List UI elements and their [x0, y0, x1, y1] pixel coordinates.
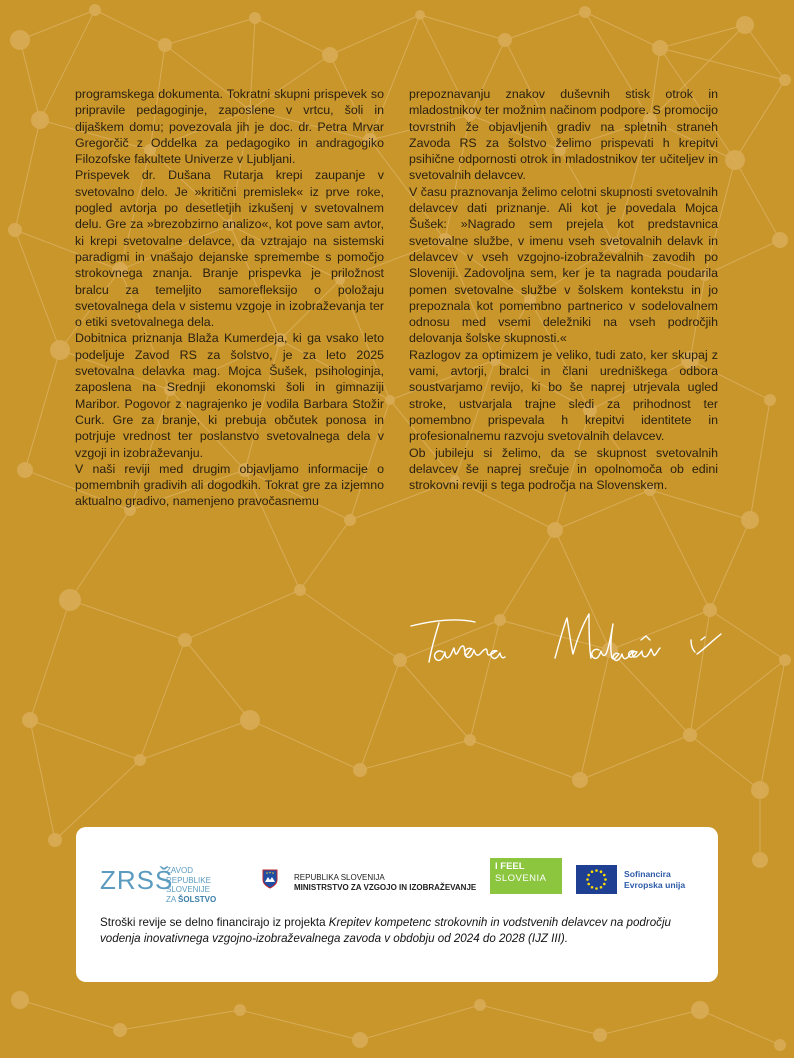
- signature: [405, 604, 725, 674]
- slovenia-crest-icon: [262, 869, 278, 889]
- network-node: [59, 589, 81, 611]
- eu-star-icon: [586, 878, 589, 881]
- network-line: [690, 735, 760, 790]
- network-node: [779, 654, 791, 666]
- network-node: [752, 852, 768, 868]
- text-column-right: [409, 86, 718, 493]
- network-node: [774, 1039, 786, 1051]
- network-line: [30, 720, 140, 760]
- network-line: [300, 590, 400, 660]
- network-node: [113, 1023, 127, 1037]
- network-line: [650, 490, 750, 520]
- right-paragraph: prepoznavanju znakov duševnih stisk otrok in mladostnikov ter možnim načinom podpore. S promocijo tovrstnih že objavljenih gradiv na spletnih straneh Zavoda RS za šolstvo želimo prispevati h krepitvi psihične odpornosti otrok in mladostnikov ter učiteljev in svetovalnih delavcev.: [409, 87, 718, 183]
- network-line: [660, 25, 745, 48]
- network-node: [322, 47, 338, 63]
- network-node: [579, 6, 591, 18]
- zrss-logo-mark: ZRSŠ: [100, 865, 174, 895]
- network-line: [25, 350, 60, 470]
- network-node: [10, 30, 30, 50]
- eu-star-icon: [591, 870, 594, 873]
- zrss-line3-prefix: ZA: [166, 894, 176, 904]
- network-node: [22, 712, 38, 728]
- network-line: [760, 660, 785, 790]
- network-node: [764, 394, 776, 406]
- funding-footer: [76, 827, 718, 982]
- network-line: [650, 490, 710, 610]
- zrss-logo-text: [166, 866, 250, 904]
- network-node: [593, 1028, 607, 1042]
- network-line: [360, 1005, 480, 1040]
- network-line: [300, 520, 350, 590]
- network-line: [30, 600, 70, 720]
- eu-line2: Evropska unija: [624, 880, 686, 890]
- funding-statement-project: Krepitev kompetenc strokovnih in vodstvenih delavcev na področju vodenja inovativnega vzgojno-izobraževalnega zavoda v obdobju od 2024 do 2028 (IJZ III).: [100, 916, 671, 945]
- eu-star-icon: [595, 869, 598, 872]
- zrss-line1: ZAVOD: [166, 866, 193, 875]
- network-node: [385, 395, 395, 405]
- ministry-logo-text: [294, 873, 476, 893]
- network-node: [683, 728, 697, 742]
- network-node: [17, 462, 33, 478]
- right-paragraph: Ob jubileju si želimo, da se skupnost svetovalnih delavcev še naprej srečuje in opolnomoča ob edini strokovni reviji s tega področja na Slovenskem.: [409, 445, 718, 493]
- network-node: [158, 38, 172, 52]
- network-node: [751, 781, 769, 799]
- network-line: [580, 735, 690, 780]
- text-column-left: [75, 86, 384, 510]
- network-node: [240, 710, 260, 730]
- network-line: [20, 1000, 120, 1030]
- network-line: [735, 80, 785, 160]
- eu-star-icon: [604, 878, 607, 881]
- network-line: [420, 15, 505, 40]
- eu-star-icon: [600, 886, 603, 889]
- network-line: [250, 720, 360, 770]
- network-line: [710, 520, 750, 610]
- network-line: [185, 640, 250, 720]
- network-line: [165, 18, 255, 45]
- i-feel-slovenia-logo: [490, 858, 562, 894]
- zrss-line2: REPUBLIKE SLOVENIJE: [166, 875, 211, 894]
- network-node: [352, 1032, 368, 1048]
- eu-flag-icon: [576, 865, 617, 894]
- network-node: [736, 16, 754, 34]
- network-line: [140, 720, 250, 760]
- network-line: [20, 10, 95, 40]
- network-line: [735, 160, 780, 240]
- left-paragraph: V naši reviji med drugim objavljamo informacije o pomembnih gradivih ali dogodkih. Tokrat gre za izjemno aktualno gradivo, namenjeno pravočasnemu: [75, 461, 384, 509]
- network-line: [30, 720, 55, 840]
- network-node: [691, 1001, 709, 1019]
- eu-star-icon: [587, 874, 590, 877]
- network-line: [255, 18, 330, 55]
- network-line: [555, 490, 650, 530]
- network-line: [95, 10, 165, 45]
- funding-statement-plain: Stroški revije se delno financirajo iz projekta: [100, 916, 329, 929]
- network-line: [20, 40, 40, 120]
- eu-star-icon: [591, 886, 594, 889]
- network-line: [750, 400, 770, 520]
- network-line: [360, 660, 400, 770]
- network-node: [741, 511, 759, 529]
- feel-line1: I FEEL: [495, 861, 525, 872]
- network-line: [70, 600, 185, 640]
- ministry-logo: [262, 867, 492, 903]
- right-paragraph: V času praznovanja želimo celotni skupnosti svetovalnih delavcev dati priznanje. Ali kot je povedala Mojca Šušek: »Nagrado sem prejela kot predstavnica svetovalne službe, v imenu vseh svetovalnih delavk in delavcev v vseh vzgojno-izobraževalnih zavodih po Sloveniji. Zadovoljna sem, ker je ta nagrada poudarila pomen svetovalne službe v šolskem kontekstu in jo prepoznala kot pomembno partnerico v sodelovalnem odnosu med vsemi deležniki na vseh področjih delovanja šolske skupnosti.«: [409, 184, 718, 346]
- ministry-line1: REPUBLIKA SLOVENIJA: [294, 873, 385, 882]
- eu-star-icon: [595, 887, 598, 890]
- network-line: [700, 1010, 780, 1045]
- eu-star-icon: [587, 883, 590, 886]
- feel-line2: SLOVENIA: [495, 873, 547, 884]
- network-node: [464, 734, 476, 746]
- network-node: [498, 33, 512, 47]
- network-node: [31, 111, 49, 129]
- network-node: [8, 223, 22, 237]
- eu-star-icon: [603, 874, 606, 877]
- network-node: [353, 763, 367, 777]
- left-paragraph: Dobitnica priznanja Blaža Kumerdeja, ki ga vsako leto podeljuje Zavod RS za šolstvo, je za leto 2025 svetovalna delavka mag. Mojca Šušek, psihologinja, zaposlena na Srednji ekonomski šoli in gimnaziji Maribor. Pogovor z nagrajenko je vodila Barbara Stožir Curk. Gre za branje, ki prebuja občutek ponosa in potrjuje vrednost ter poslanstvo svetovalnega dela v vzgoji in izobraževanju.: [75, 331, 384, 460]
- network-line: [140, 640, 185, 760]
- network-line: [505, 12, 585, 40]
- network-line: [120, 1010, 240, 1030]
- network-node: [474, 999, 486, 1011]
- network-node: [652, 40, 668, 56]
- zrss-logo: [100, 863, 250, 903]
- network-node: [415, 10, 425, 20]
- network-line: [470, 740, 580, 780]
- network-node: [547, 522, 563, 538]
- network-node: [89, 4, 101, 16]
- network-node: [249, 12, 261, 24]
- eu-logo-text: [624, 869, 685, 891]
- network-line: [15, 230, 60, 350]
- network-node: [779, 74, 791, 86]
- network-node: [178, 633, 192, 647]
- zrss-line3-bold: ŠOLSTVO: [178, 894, 217, 904]
- network-node: [572, 772, 588, 788]
- network-node: [134, 754, 146, 766]
- network-node: [294, 584, 306, 596]
- funding-statement: [100, 915, 700, 947]
- right-paragraph: Razlogov za optimizem je veliko, tudi zato, ker skupaj z vami, avtorji, bralci in člani uredniškega odbora soustvarjamo revijo, ki bo še naprej utrjevala ugled stroke, ustvarjala trajne sledi za prihodnost ter pomembno prispevala h krepitvi identitete in profesionalnemu razvoju svetovalnih delavcev.: [409, 347, 718, 444]
- network-line: [70, 510, 130, 600]
- left-paragraph: Prispevek dr. Dušana Rutarja krepi zaupanje v svetovalno delo. Je »kritični premislek« iz prve roke, pogled avtorja po desetletjih izkušenj v svetovalnem delu. Gre za »brezobzirno analizo«, kot pove sam avtor, ki krepi svetovalne delavce, da vztrajajo na sistemski paradigmi in vnašajo dejanske spremembe s pomočjo strokovnega znanja. Branje prispevka je priložnost bralcu za temeljito samorefleksijo o položaju svetovalnega dela v sistemu vzgoje in izobraževanja ter o etiki svetovalnega dela.: [75, 168, 384, 330]
- eu-star-icon: [600, 870, 603, 873]
- network-node: [772, 232, 788, 248]
- eu-star-icon: [603, 883, 606, 886]
- network-node: [11, 991, 29, 1009]
- network-line: [360, 740, 470, 770]
- zrss-line3: [166, 895, 250, 905]
- left-paragraph: programskega dokumenta. Tokratni skupni prispevek so pripravile pedagoginje, zaposlene v vrtcu, šoli in dijaškem domu; povezovala jih je doc. dr. Petra Mrvar Gregorčič z Oddelka za pedagogiko in andragogiko Filozofske fakultete Univerze v Ljubljani.: [75, 87, 384, 167]
- network-node: [234, 1004, 246, 1016]
- network-node: [48, 833, 62, 847]
- ministry-line2: MINISTRSTVO ZA VZGOJO IN IZOBRAŽEVANJE: [294, 883, 477, 892]
- eu-cofunding-logo: [576, 865, 694, 897]
- eu-line1: Sofinancira: [624, 869, 671, 879]
- network-node: [725, 150, 745, 170]
- network-node: [50, 340, 70, 360]
- network-line: [15, 120, 40, 230]
- network-line: [240, 1010, 360, 1040]
- network-node: [344, 514, 356, 526]
- network-line: [185, 590, 300, 640]
- network-line: [480, 1005, 600, 1035]
- network-line: [600, 1010, 700, 1035]
